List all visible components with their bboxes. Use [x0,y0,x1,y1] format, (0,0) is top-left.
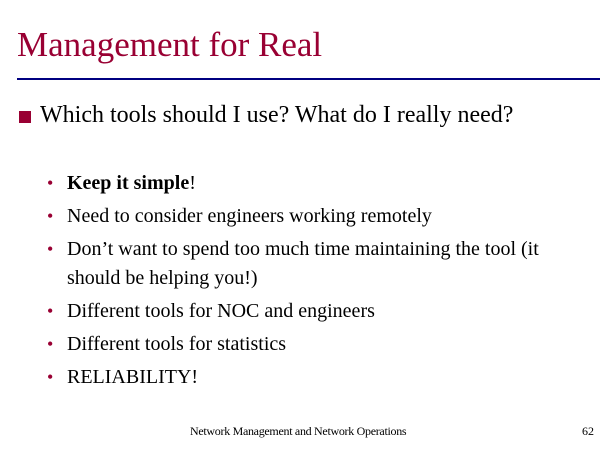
sub-bullet-text: RELIABILITY! [67,366,199,388]
sub-bullet-item [47,363,587,392]
footer-text: Network Management and Network Operations [190,424,407,438]
sub-bullet-item [47,297,587,326]
sub-bullet-bold: Keep it simple [67,172,190,194]
sub-bullet-text: Don’t want to spend too much time maintaining the tool (it should be helping you!) [67,238,539,289]
sub-bullet-text: Different tools for NOC and engineers [67,300,375,322]
sub-bullet-text: Different tools for statistics [67,333,287,355]
sub-bullet-item [47,330,587,359]
sub-bullet-text: ! [189,172,196,194]
sub-bullet-item [47,169,587,198]
main-bullet-text: Which tools should I use? What do I really need? [40,102,514,128]
sub-bullet-list [47,169,587,396]
bullet-dot-icon: • [47,239,54,259]
slide-title: Management for Real [17,25,323,64]
sub-bullet-item [47,235,587,293]
bullet-dot-icon: • [47,367,54,387]
bullet-dot-icon: • [47,301,54,321]
page-number: 62 [582,424,594,438]
square-bullet-icon [19,111,31,123]
sub-bullet-text: Need to consider engineers working remotely [67,205,432,227]
bullet-dot-icon: • [47,206,54,226]
sub-bullet-item [47,202,587,231]
bullet-dot-icon: • [47,334,54,354]
bullet-dot-icon: • [47,173,54,193]
title-divider [17,78,600,80]
